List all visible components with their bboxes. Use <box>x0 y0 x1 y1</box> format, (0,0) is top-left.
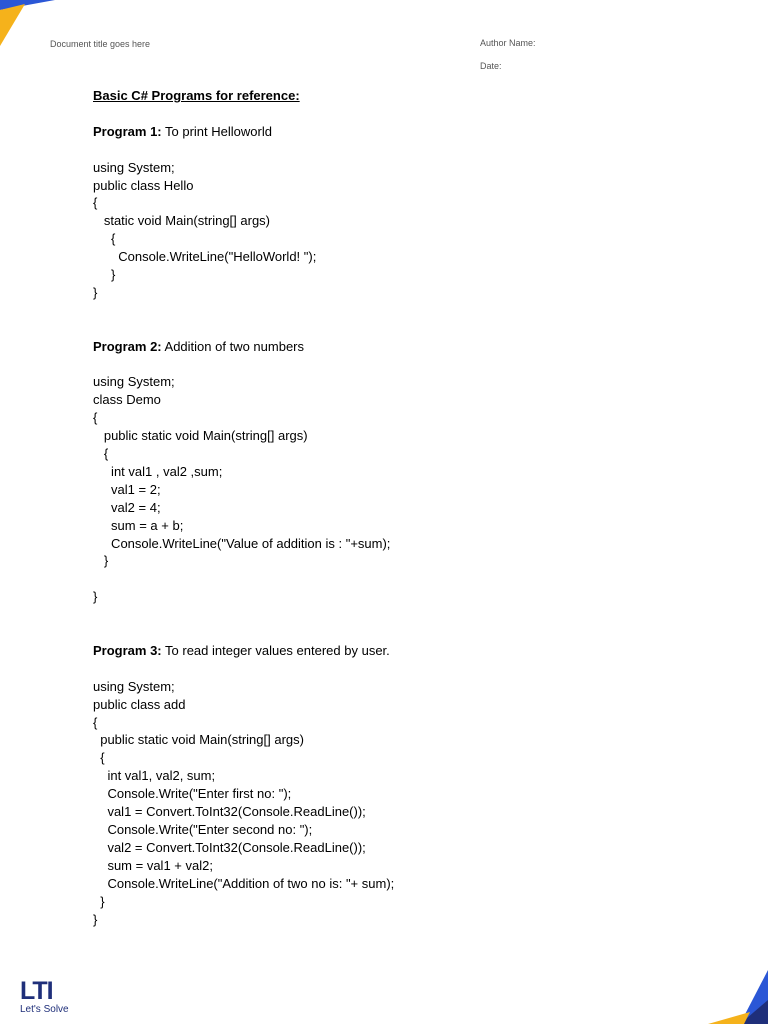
code-line: sum = val1 + val2; <box>93 857 213 873</box>
code-line: public static void Main(string[] args) <box>93 732 304 748</box>
code-line: { <box>93 714 98 730</box>
code-line: } <box>93 589 98 605</box>
code-line: public class Hello <box>93 177 194 193</box>
program-heading <box>93 642 693 660</box>
code-line: public static void Main(string[] args) <box>93 428 308 444</box>
program-label: Program 2: <box>93 338 162 354</box>
code-line: } <box>93 284 98 300</box>
code-line: Console.WriteLine("Addition of two no is: "+ sum); <box>93 875 395 891</box>
code-line: { <box>93 446 109 462</box>
code-line: sum = a + b; <box>93 517 184 533</box>
code-line: Console.WriteLine("HelloWorld! "); <box>93 249 317 265</box>
lti-logo <box>20 978 62 1002</box>
program-label: Program 3: <box>93 642 162 658</box>
code-line: } <box>93 553 109 569</box>
code-block <box>93 159 693 302</box>
program-heading <box>93 338 693 356</box>
code-line: } <box>93 267 116 283</box>
code-line: val2 = Convert.ToInt32(Console.ReadLine()); <box>93 839 366 855</box>
program-label: Program 1: <box>93 123 162 139</box>
code-line: Console.WriteLine("Value of addition is : "+sum); <box>93 535 391 551</box>
code-line <box>93 570 693 588</box>
svg-text:LTI: LTI <box>20 978 53 1002</box>
code-line: { <box>93 750 105 766</box>
code-line: } <box>93 911 98 927</box>
program-title: Addition of two numbers <box>161 338 304 354</box>
code-line: Console.Write("Enter second no: "); <box>93 822 313 838</box>
code-line: { <box>93 231 116 247</box>
author-name-label: Author Name: <box>480 38 536 48</box>
document-title: Document title goes here <box>50 39 151 49</box>
code-line: static void Main(string[] args) <box>93 213 270 229</box>
code-line: public class add <box>93 696 186 712</box>
code-line: class Demo <box>93 392 161 408</box>
logo-tagline: Let's Solve <box>20 1004 69 1015</box>
code-line: using System; <box>93 159 175 175</box>
code-line: int val1 , val2 ,sum; <box>93 463 223 479</box>
program-heading <box>93 123 693 141</box>
code-line: val1 = Convert.ToInt32(Console.ReadLine()); <box>93 804 366 820</box>
code-line: int val1, val2, sum; <box>93 768 216 784</box>
date-label: Date: <box>480 61 502 71</box>
code-block <box>93 373 693 606</box>
code-line: using System; <box>93 374 175 390</box>
bottom-right-corner-accent <box>700 970 768 1024</box>
program-title: To print Helloworld <box>161 123 272 139</box>
code-line: using System; <box>93 678 175 694</box>
code-line: } <box>93 893 105 909</box>
code-block <box>93 678 693 929</box>
document-body <box>93 87 693 928</box>
code-line: { <box>93 410 98 426</box>
code-line: Console.Write("Enter first no: "); <box>93 786 292 802</box>
code-line: val1 = 2; <box>93 481 161 497</box>
code-line: { <box>93 195 98 211</box>
program-title: To read integer values entered by user. <box>161 642 390 658</box>
code-line: val2 = 4; <box>93 499 161 515</box>
page-heading: Basic C# Programs for reference: <box>93 88 300 103</box>
